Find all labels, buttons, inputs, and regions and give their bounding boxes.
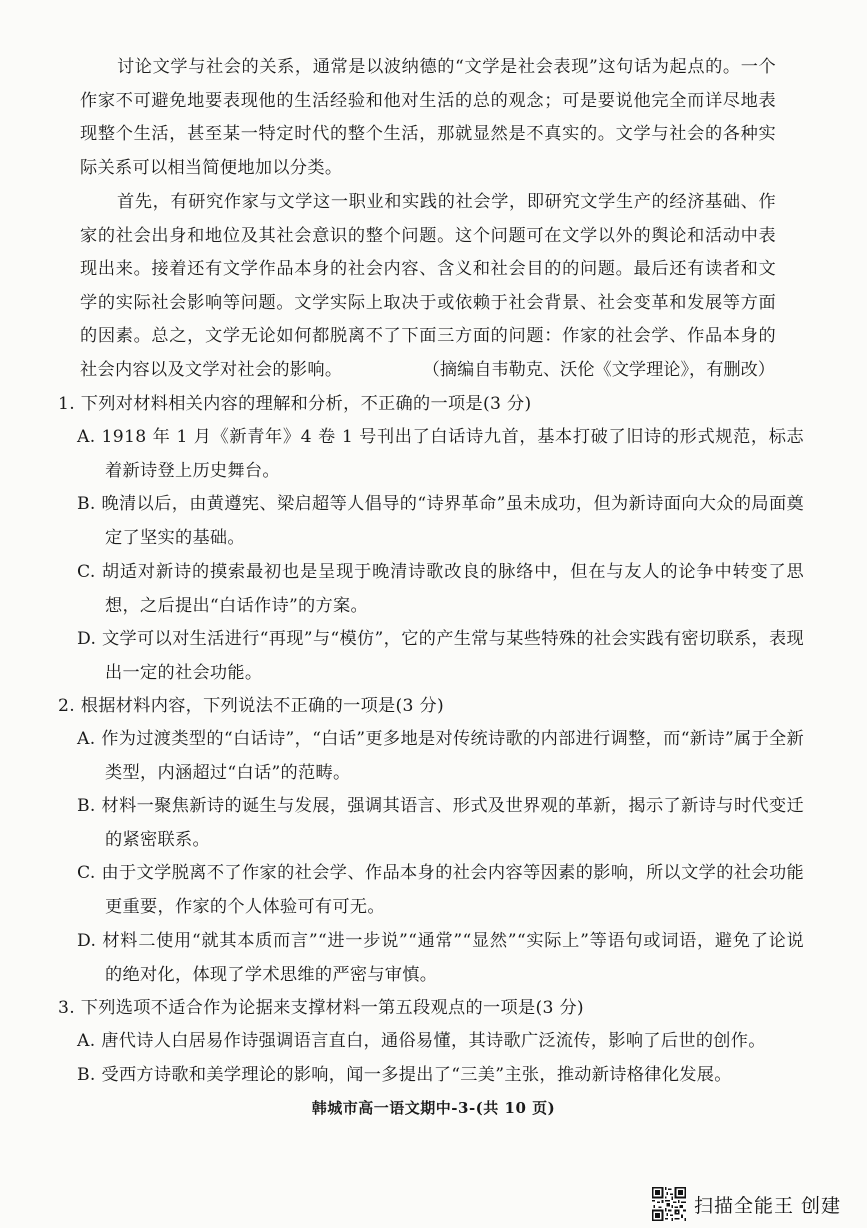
- question-1-option-c: C. 胡适对新诗的摸索最初也是呈现于晚清诗歌改良的脉络中，但在与友人的论争中转变了思想，之后提出“白话作诗”的方案。: [77, 562, 804, 616]
- question-3-option-b: B. 受西方诗歌和美学理论的影响，闻一多提出了“三美”主张，推动新诗格律化发展。: [77, 1065, 732, 1085]
- question-2-stem: 2. 根据材料内容，下列说法不正确的一项是(3 分): [58, 696, 445, 716]
- question-2-option-c: C. 由于文学脱离不了作家的社会学、作品本身的社会内容等因素的影响，所以文学的社会功能更重要，作家的个人体验可有可无。: [77, 863, 804, 917]
- passage-paragraph-2: 首先，有研究作家与文学这一职业和实践的社会学，即研究文学生产的经济基础、作家的社会出身和地位及其社会意识的整个问题。这个问题可在文学以外的舆论和活动中表现出来。接着还有文学作品本身的社会内容、含义和社会目的的问题。最后还有读者和文学的实际社会影响等问题。文学实际上取决于或依赖于社会背景、社会变革和发展等方面的因素。总之，文学无论如何都脱离不了下面三方面的问题：作家的社会学、作品本身的社会内容以及文学对社会的影响。: [80, 192, 776, 380]
- passage-paragraph-1: 讨论文学与社会的关系，通常是以波纳德的“文学是社会表现”这句话为起点的。一个作家不可避免地要表现他的生活经验和他对生活的总的观念；可是要说他完全而详尽地表现整个生活，甚至某一特定时代的整个生活，那就显然是不真实的。文学与社会的各种实际关系可以相当简便地加以分类。: [80, 57, 776, 178]
- scanner-badge-text: 扫描全能王 创建: [694, 1194, 842, 1217]
- question-3-option-a: A. 唐代诗人白居易作诗强调语言直白，通俗易懂，其诗歌广泛流传，影响了后世的创作。: [77, 1031, 766, 1051]
- question-1-stem: 1. 下列对材料相关内容的理解和分析，不正确的一项是(3 分): [58, 394, 532, 414]
- question-3-stem: 3. 下列选项不适合作为论据来支撑材料一第五段观点的一项是(3 分): [58, 998, 584, 1018]
- passage-source: （摘编自韦勒克、沃伦《文学理论》，有删改）: [422, 360, 775, 380]
- scanner-badge: [652, 1186, 841, 1222]
- question-1-option-a: A. 1918 年 1 月《新青年》4 卷 1 号刊出了白话诗九首，基本打破了旧诗的形式规范，标志着新诗登上历史舞台。: [77, 427, 804, 481]
- question-1-option-d: D. 文学可以对生活进行“再现”与“模仿”，它的产生常与某些特殊的社会实践有密切联系，表现出一定的社会功能。: [77, 629, 804, 683]
- question-1-option-b: B. 晚清以后，由黄遵宪、梁启超等人倡导的“诗界革命”虽未成功，但为新诗面向大众的局面奠定了坚实的基础。: [77, 494, 804, 548]
- qr-code-icon: [652, 1187, 686, 1221]
- question-2-option-d: D. 材料二使用“就其本质而言”“进一步说”“通常”“显然”“实际上”等语句或词语，避免了论说的绝对化，体现了学术思维的严密与审慎。: [77, 931, 804, 985]
- question-2-option-a: A. 作为过渡类型的“白话诗”，“白话”更多地是对传统诗歌的内部进行调整，而“新诗”属于全新类型，内涵超过“白话”的范畴。: [77, 729, 804, 783]
- page-footer: 韩城市高一语文期中-3-(共 10 页): [311, 1099, 556, 1117]
- question-2-option-b: B. 材料一聚焦新诗的诞生与发展，强调其语言、形式及世界观的革新，揭示了新诗与时代变迁的紧密联系。: [77, 796, 804, 850]
